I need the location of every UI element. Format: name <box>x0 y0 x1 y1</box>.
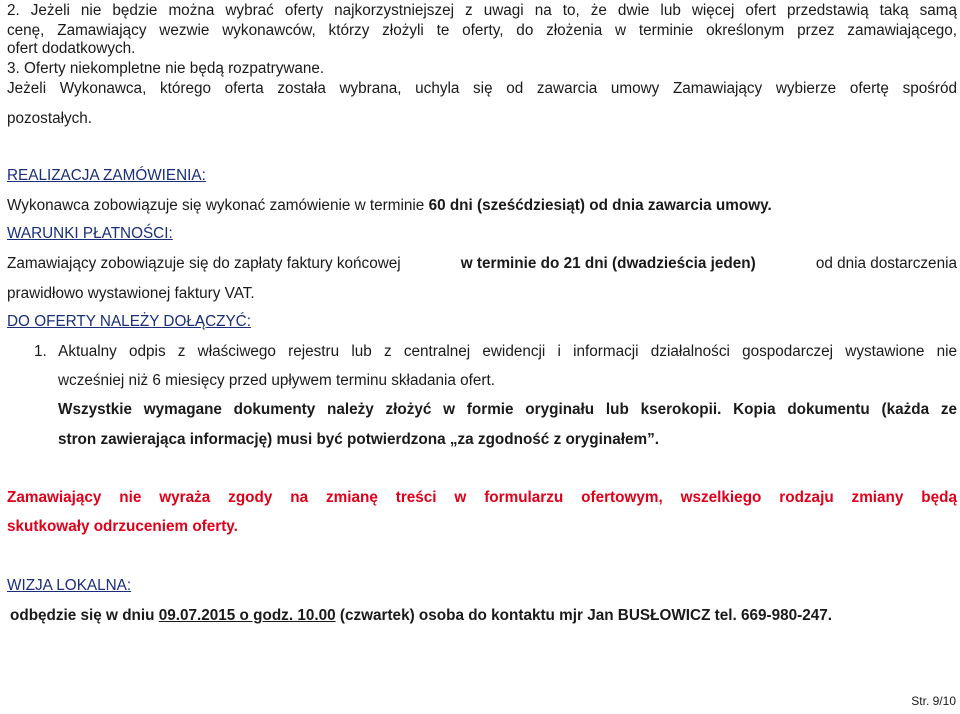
refusal-line1: Jeżeli Wykonawca, którego oferta została wybrana, uchyla się od zawarcia umowy Zamawiający wybierze ofertę spośród <box>7 80 957 97</box>
attachments-heading: DO OFERTY NALEŻY DOŁĄCZYĆ: <box>7 313 251 330</box>
payment-line1 <box>7 255 957 273</box>
site-visit-date: 09.07.2015 o godz. 10.00 <box>158 607 336 624</box>
attachments-note-line1: Wszystkie wymagane dokumenty należy złożyć w formie oryginału lub kserokopii. Kopia dokumentu (każda ze <box>58 401 957 418</box>
site-visit-suffix: (czwartek) osoba do kontaktu mjr Jan BUSŁOWICZ tel. 669-980-247. <box>335 607 833 624</box>
attachments-note-line2: stron zawierająca informację) musi być potwierdzona „za zgodność z oryginałem”. <box>58 431 659 448</box>
item2-line2: cenę, Zamawiający wezwie wykonawców, którzy złożyli te oferty, do złożenia w terminie określonym przez zamawiającego, <box>7 22 957 39</box>
item2-line1: 2. Jeżeli nie będzie można wybrać oferty najkorzystniejszej z uwagi na to, że dwie lub więcej ofert przedstawią taką samą <box>7 2 957 19</box>
page-number: Str. 9/10 <box>911 694 956 708</box>
realization-text <box>7 197 957 215</box>
attachment-item1-line2: wcześniej niż 6 miesięcy przed upływem terminu składania ofert. <box>58 372 495 389</box>
attachment-item1-line1: 1. Aktualny odpis z właściwego rejestru lub z centralnej ewidencji i informacji działalności gospodarczej wystawione nie <box>34 343 957 360</box>
realization-heading: REALIZACJA ZAMÓWIENIA: <box>7 167 206 184</box>
site-visit-text <box>10 607 832 625</box>
realization-text-plain: Wykonawca zobowiązuje się wykonać zamówienie w terminie <box>7 197 429 214</box>
payment-heading: WARUNKI PŁATNOŚCI: <box>7 225 173 242</box>
realization-text-bold: 60 dni (sześćdziesiąt) od dnia zawarcia umowy. <box>428 197 772 214</box>
warning-line1: Zamawiający nie wyraża zgody na zmianę treści w formularzu ofertowym, wszelkiego rodzaju zmiany będą <box>7 489 957 506</box>
site-visit-heading: WIZJA LOKALNA: <box>7 577 132 594</box>
refusal-line2: pozostałych. <box>7 110 93 127</box>
warning-line2: skutkowały odrzuceniem oferty. <box>7 518 238 535</box>
payment-line1-end: od dnia dostarczenia <box>815 255 957 272</box>
site-visit-prefix: odbędzie się w dniu <box>10 607 159 624</box>
payment-line2: prawidłowo wystawionej faktury VAT. <box>7 285 255 302</box>
payment-line1-plain: Zamawiający zobowiązuje się do zapłaty faktury końcowej <box>7 255 401 272</box>
item3-text: 3. Oferty niekompletne nie będą rozpatrywane. <box>7 60 325 77</box>
item2-line3: ofert dodatkowych. <box>7 40 136 57</box>
payment-line1-bold: w terminie do 21 dni (dwadzieścia jeden) <box>460 255 756 272</box>
